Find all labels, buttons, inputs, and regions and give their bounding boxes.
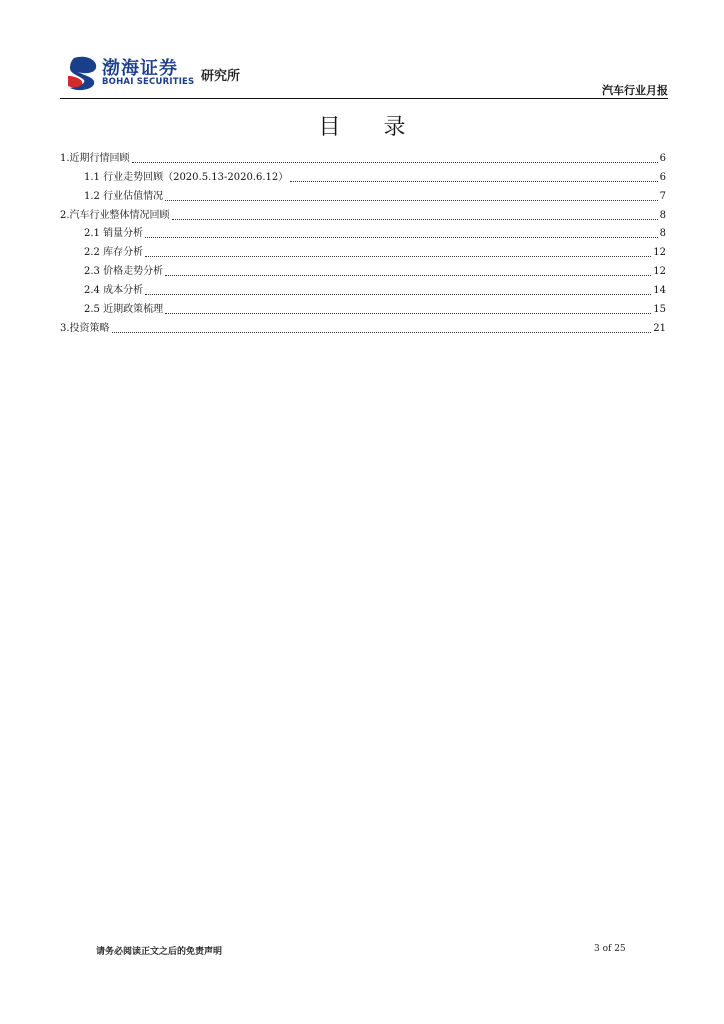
toc-entry[interactable]	[60, 259, 666, 278]
toc-entry[interactable]	[60, 240, 666, 259]
toc-entry-page: 7	[659, 190, 666, 202]
toc-entry-page: 6	[659, 152, 666, 164]
institute-name: 研究所	[201, 69, 241, 84]
toc-leader-dots	[112, 332, 652, 333]
header-divider	[60, 98, 668, 99]
toc-entry-page: 8	[659, 228, 666, 240]
toc-entry-label: 2.3 价格走势分析	[84, 266, 164, 278]
toc-entry-label: 2.5 近期政策梳理	[84, 304, 164, 316]
toc-leader-dots	[165, 313, 651, 314]
toc-entry[interactable]	[60, 316, 666, 335]
toc-entry-label: 1.2 行业估值情况	[84, 190, 164, 202]
toc-entry-page: 21	[653, 322, 666, 334]
toc-entry[interactable]	[60, 297, 666, 316]
toc-leader-dots	[290, 181, 657, 182]
toc-entry-page: 12	[653, 266, 666, 278]
toc-entry-page: 8	[659, 209, 666, 221]
toc-leader-dots	[132, 162, 658, 163]
toc-entry[interactable]	[60, 184, 666, 203]
toc-entry[interactable]	[60, 222, 666, 241]
page-header	[60, 50, 668, 98]
toc-entry-label: 2.4 成本分析	[84, 285, 144, 297]
toc-leader-dots	[145, 294, 651, 295]
bohai-logo-icon	[66, 54, 100, 92]
footer-page-number: 3 of 25	[594, 944, 626, 954]
toc-entry-page: 15	[653, 304, 666, 316]
toc-entry-page: 12	[653, 247, 666, 259]
toc-entry-page: 14	[653, 285, 666, 297]
table-of-contents	[60, 146, 666, 335]
toc-entry[interactable]	[60, 278, 666, 297]
toc-entry-label: 2.2 库存分析	[84, 247, 144, 259]
toc-title: 目 录	[318, 115, 424, 140]
toc-leader-dots	[165, 200, 658, 201]
toc-leader-dots	[172, 219, 658, 220]
toc-entry[interactable]	[60, 165, 666, 184]
toc-entry-label: 1.近期行情回顾	[60, 152, 130, 164]
logo-chinese-name: 渤海证券	[102, 58, 178, 79]
toc-leader-dots	[145, 237, 658, 238]
toc-entry-label: 2.汽车行业整体情况回顾	[60, 209, 170, 221]
toc-entry[interactable]	[60, 203, 666, 222]
toc-entry-page: 6	[659, 171, 666, 183]
footer-disclaimer: 请务必阅读正文之后的免责声明	[96, 947, 223, 957]
logo-english-name: BOHAI SECURITIES	[102, 77, 195, 87]
toc-entry-label: 1.1 行业走势回顾（2020.5.13-2020.6.12）	[84, 171, 289, 183]
toc-entry[interactable]	[60, 146, 666, 165]
report-type: 汽车行业月报	[602, 84, 668, 97]
toc-entry-label: 2.1 销量分析	[84, 228, 144, 240]
toc-entry-label: 3.投资策略	[60, 322, 110, 334]
toc-leader-dots	[165, 275, 651, 276]
toc-leader-dots	[145, 256, 651, 257]
